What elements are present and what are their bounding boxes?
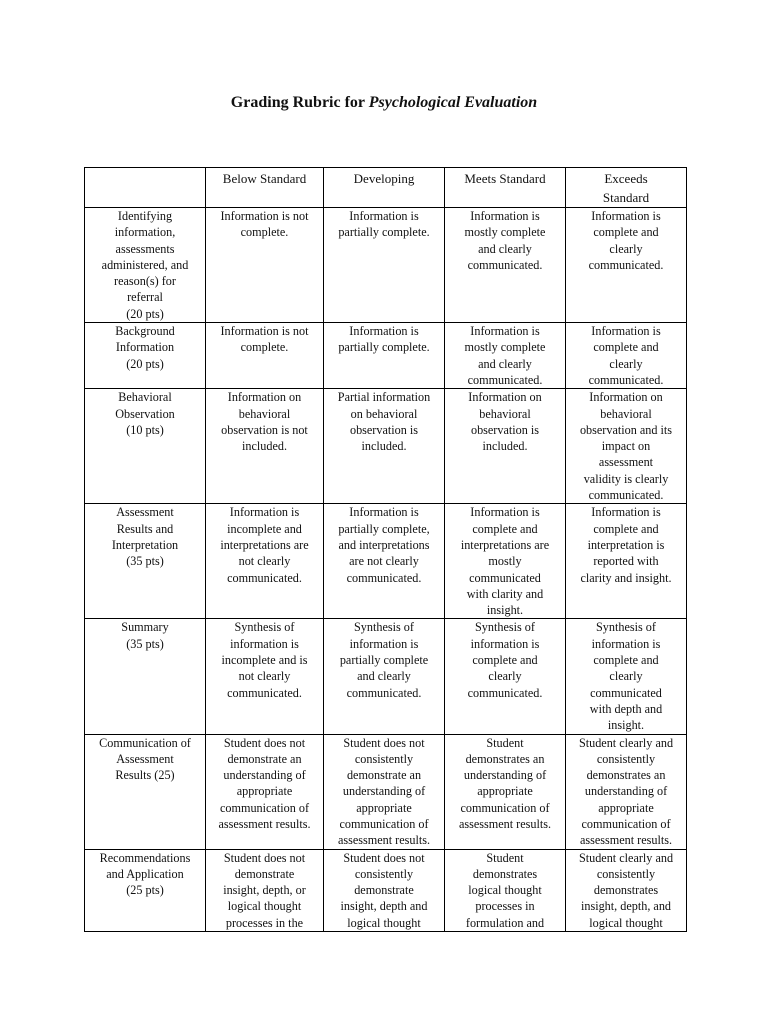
table-row: [85, 504, 687, 619]
rubric-cell: Information is complete and clearly communicated.: [566, 323, 687, 389]
rubric-cell: Partial information on behavioral observation is included.: [324, 389, 445, 504]
table-row: [85, 323, 687, 389]
rubric-cell: Synthesis of information is incomplete and is not clearly communicated.: [206, 619, 324, 734]
table-row: [85, 208, 687, 323]
rubric-cell: Student does not demonstrate insight, depth, or logical thought processes in the: [206, 849, 324, 931]
rubric-cell: Information is complete and clearly communicated.: [566, 208, 687, 323]
criterion-cell: Background Information (20 pts): [85, 323, 206, 389]
grading-rubric-table: [84, 167, 687, 932]
rubric-cell: Information on behavioral observation and its impact on assessment validity is clearly communicated.: [566, 389, 687, 504]
page-title: [0, 93, 768, 113]
header-cell-below-standard: Below Standard: [206, 168, 324, 208]
rubric-cell: Student does not consistently demonstrate an understanding of appropriate communication of assessment results.: [324, 734, 445, 849]
criterion-cell: Summary (35 pts): [85, 619, 206, 734]
criterion-cell: Identifying information, assessments administered, and reason(s) for referral (20 pts): [85, 208, 206, 323]
table-row: [85, 389, 687, 504]
rubric-cell: Information is complete and interpretation is reported with clarity and insight.: [566, 504, 687, 619]
rubric-cell: Synthesis of information is partially complete and clearly communicated.: [324, 619, 445, 734]
table-row: [85, 619, 687, 734]
header-cell-blank: [85, 168, 206, 208]
rubric-cell: Information is not complete.: [206, 323, 324, 389]
table-header-row: [85, 168, 687, 208]
header-cell-developing: Developing: [324, 168, 445, 208]
rubric-cell: Student clearly and consistently demonstrates an understanding of appropriate communication of assessment results.: [566, 734, 687, 849]
rubric-cell: Student clearly and consistently demonstrates insight, depth, and logical thought: [566, 849, 687, 931]
rubric-cell: Student demonstrates logical thought processes in formulation and: [445, 849, 566, 931]
rubric-cell: Information is not complete.: [206, 208, 324, 323]
criterion-cell: Recommendations and Application (25 pts): [85, 849, 206, 931]
rubric-cell: Information is mostly complete and clearly communicated.: [445, 208, 566, 323]
rubric-cell: Information is incomplete and interpretations are not clearly communicated.: [206, 504, 324, 619]
criterion-cell: Assessment Results and Interpretation (35 pts): [85, 504, 206, 619]
rubric-cell: Student does not consistently demonstrate insight, depth and logical thought: [324, 849, 445, 931]
rubric-cell: Information is partially complete.: [324, 208, 445, 323]
rubric-cell: Information on behavioral observation is not included.: [206, 389, 324, 504]
rubric-cell: Information is partially complete.: [324, 323, 445, 389]
rubric-cell: Synthesis of information is complete and clearly communicated with depth and insight.: [566, 619, 687, 734]
rubric-cell: Information is complete and interpretations are mostly communicated with clarity and insight.: [445, 504, 566, 619]
title-prefix: Grading Rubric for: [230, 94, 369, 111]
rubric-cell: Information on behavioral observation is included.: [445, 389, 566, 504]
criterion-cell: Behavioral Observation (10 pts): [85, 389, 206, 504]
rubric-cell: Synthesis of information is complete and clearly communicated.: [445, 619, 566, 734]
table-row: [85, 849, 687, 931]
rubric-cell: Information is mostly complete and clearly communicated.: [445, 323, 566, 389]
title-emphasis: Psychological Evaluation: [368, 94, 538, 111]
header-cell-meets-standard: Meets Standard: [445, 168, 566, 208]
rubric-cell: Student does not demonstrate an understanding of appropriate communication of assessment results.: [206, 734, 324, 849]
header-cell-exceeds-standard: Exceeds Standard: [566, 168, 687, 208]
rubric-cell: Information is partially complete, and interpretations are not clearly communicated.: [324, 504, 445, 619]
rubric-cell: Student demonstrates an understanding of appropriate communication of assessment results.: [445, 734, 566, 849]
criterion-cell: Communication of Assessment Results (25): [85, 734, 206, 849]
table-row: [85, 734, 687, 849]
